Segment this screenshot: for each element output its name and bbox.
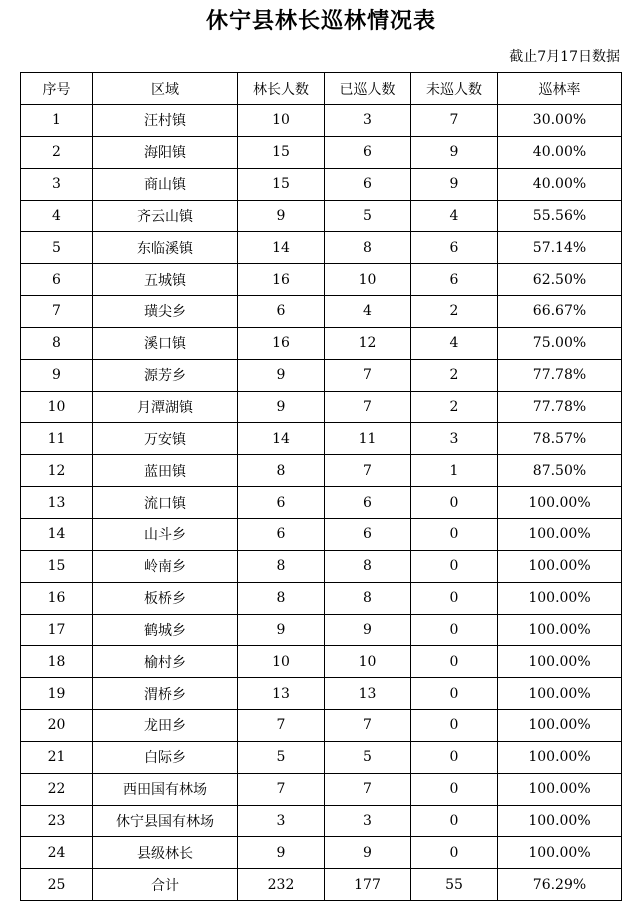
cell-chief-count: 5 [238, 741, 325, 773]
cell-chief-count: 9 [238, 200, 325, 232]
cell-unpatrolled-count: 55 [411, 869, 498, 901]
cell-patrol-rate: 100.00% [498, 678, 622, 710]
cell-patrol-rate: 100.00% [498, 805, 622, 837]
cell-area: 西田国有林场 [93, 773, 238, 805]
header-patrolled-count: 已巡人数 [325, 73, 411, 105]
cell-unpatrolled-count: 4 [411, 327, 498, 359]
cell-area: 蓝田镇 [93, 455, 238, 487]
cell-area: 白际乡 [93, 741, 238, 773]
cell-index: 10 [21, 391, 93, 423]
cell-index: 12 [21, 455, 93, 487]
cell-index: 2 [21, 136, 93, 168]
cell-chief-count: 9 [238, 359, 325, 391]
table-row [21, 582, 622, 614]
cell-chief-count: 6 [238, 296, 325, 328]
total-row [21, 869, 622, 901]
cell-patrolled-count: 177 [325, 869, 411, 901]
cell-patrol-rate: 100.00% [498, 773, 622, 805]
cell-chief-count: 6 [238, 518, 325, 550]
cell-area: 龙田乡 [93, 710, 238, 742]
cell-area: 齐云山镇 [93, 200, 238, 232]
table-row [21, 232, 622, 264]
cell-unpatrolled-count: 3 [411, 423, 498, 455]
header-index: 序号 [21, 73, 93, 105]
table-row [21, 455, 622, 487]
cell-chief-count: 232 [238, 869, 325, 901]
cell-unpatrolled-count: 0 [411, 614, 498, 646]
table-row [21, 773, 622, 805]
cell-index: 6 [21, 264, 93, 296]
table-row [21, 837, 622, 869]
cell-chief-count: 14 [238, 232, 325, 264]
header-patrol-rate: 巡林率 [498, 73, 622, 105]
cell-patrol-rate: 100.00% [498, 741, 622, 773]
cell-area: 休宁县国有林场 [93, 805, 238, 837]
cell-patrol-rate: 100.00% [498, 518, 622, 550]
cell-chief-count: 3 [238, 805, 325, 837]
cell-chief-count: 10 [238, 646, 325, 678]
cell-index: 13 [21, 487, 93, 519]
cell-area: 流口镇 [93, 487, 238, 519]
cell-patrolled-count: 4 [325, 296, 411, 328]
cell-patrol-rate: 100.00% [498, 646, 622, 678]
cell-index: 1 [21, 105, 93, 137]
header-area: 区域 [93, 73, 238, 105]
cell-unpatrolled-count: 6 [411, 232, 498, 264]
cell-patrolled-count: 6 [325, 168, 411, 200]
table-row [21, 359, 622, 391]
cell-chief-count: 16 [238, 327, 325, 359]
cell-patrol-rate: 57.14% [498, 232, 622, 264]
cell-area: 县级林长 [93, 837, 238, 869]
cell-chief-count: 9 [238, 837, 325, 869]
table-row [21, 710, 622, 742]
cell-area: 岭南乡 [93, 550, 238, 582]
cell-unpatrolled-count: 0 [411, 646, 498, 678]
cell-patrol-rate: 100.00% [498, 614, 622, 646]
cell-patrol-rate: 100.00% [498, 487, 622, 519]
table-row [21, 805, 622, 837]
table-row [21, 741, 622, 773]
table-row [21, 646, 622, 678]
cell-index: 22 [21, 773, 93, 805]
cell-unpatrolled-count: 0 [411, 678, 498, 710]
table-row [21, 518, 622, 550]
cell-chief-count: 8 [238, 455, 325, 487]
cell-index: 7 [21, 296, 93, 328]
cell-patrolled-count: 7 [325, 455, 411, 487]
table-row [21, 200, 622, 232]
table-row [21, 423, 622, 455]
cell-patrol-rate: 40.00% [498, 168, 622, 200]
table-row [21, 168, 622, 200]
cell-unpatrolled-count: 0 [411, 837, 498, 869]
cell-patrolled-count: 11 [325, 423, 411, 455]
cell-unpatrolled-count: 9 [411, 168, 498, 200]
cell-unpatrolled-count: 7 [411, 105, 498, 137]
cell-chief-count: 15 [238, 168, 325, 200]
cell-chief-count: 7 [238, 710, 325, 742]
cell-area: 渭桥乡 [93, 678, 238, 710]
cell-patrolled-count: 3 [325, 105, 411, 137]
cell-index: 17 [21, 614, 93, 646]
cell-patrolled-count: 3 [325, 805, 411, 837]
cell-area: 璜尖乡 [93, 296, 238, 328]
cell-patrolled-count: 7 [325, 710, 411, 742]
cell-index: 20 [21, 710, 93, 742]
cell-unpatrolled-count: 2 [411, 296, 498, 328]
cell-index: 23 [21, 805, 93, 837]
cell-index: 14 [21, 518, 93, 550]
cell-unpatrolled-count: 0 [411, 550, 498, 582]
patrol-table [20, 72, 622, 901]
table-row [21, 678, 622, 710]
cell-chief-count: 8 [238, 550, 325, 582]
table-row [21, 105, 622, 137]
cell-unpatrolled-count: 0 [411, 805, 498, 837]
cell-index: 11 [21, 423, 93, 455]
cell-patrol-rate: 87.50% [498, 455, 622, 487]
cell-chief-count: 7 [238, 773, 325, 805]
table-row [21, 327, 622, 359]
cell-chief-count: 14 [238, 423, 325, 455]
cell-patrol-rate: 77.78% [498, 359, 622, 391]
cell-area: 榆村乡 [93, 646, 238, 678]
cell-index: 9 [21, 359, 93, 391]
cell-unpatrolled-count: 6 [411, 264, 498, 296]
table-header [21, 73, 622, 105]
cell-chief-count: 16 [238, 264, 325, 296]
cell-index: 19 [21, 678, 93, 710]
cell-patrol-rate: 40.00% [498, 136, 622, 168]
cell-area: 商山镇 [93, 168, 238, 200]
cell-patrol-rate: 100.00% [498, 550, 622, 582]
cell-area: 汪村镇 [93, 105, 238, 137]
cell-area: 溪口镇 [93, 327, 238, 359]
cell-area: 东临溪镇 [93, 232, 238, 264]
cell-patrolled-count: 9 [325, 837, 411, 869]
cell-unpatrolled-count: 0 [411, 710, 498, 742]
cell-patrolled-count: 5 [325, 741, 411, 773]
cell-index: 4 [21, 200, 93, 232]
cell-unpatrolled-count: 0 [411, 582, 498, 614]
page-title: 休宁县林长巡林情况表 [205, 8, 436, 34]
cell-index: 25 [21, 869, 93, 901]
cell-chief-count: 9 [238, 391, 325, 423]
cell-patrolled-count: 10 [325, 264, 411, 296]
cell-patrolled-count: 13 [325, 678, 411, 710]
table-row [21, 296, 622, 328]
cell-patrol-rate: 100.00% [498, 710, 622, 742]
cell-unpatrolled-count: 2 [411, 359, 498, 391]
cell-chief-count: 8 [238, 582, 325, 614]
cell-chief-count: 13 [238, 678, 325, 710]
header-row [21, 73, 622, 105]
table-row [21, 264, 622, 296]
cell-patrol-rate: 77.78% [498, 391, 622, 423]
cell-area: 山斗乡 [93, 518, 238, 550]
cell-unpatrolled-count: 2 [411, 391, 498, 423]
cell-patrolled-count: 7 [325, 773, 411, 805]
cell-patrol-rate: 100.00% [498, 837, 622, 869]
cell-patrolled-count: 7 [325, 391, 411, 423]
cell-area: 板桥乡 [93, 582, 238, 614]
cell-unpatrolled-count: 9 [411, 136, 498, 168]
cell-patrol-rate: 55.56% [498, 200, 622, 232]
cell-patrol-rate: 66.67% [498, 296, 622, 328]
cell-index: 24 [21, 837, 93, 869]
cell-area: 合计 [93, 869, 238, 901]
cell-chief-count: 9 [238, 614, 325, 646]
cell-unpatrolled-count: 0 [411, 518, 498, 550]
cell-index: 8 [21, 327, 93, 359]
cell-area: 万安镇 [93, 423, 238, 455]
table-row [21, 550, 622, 582]
cell-index: 15 [21, 550, 93, 582]
cell-patrolled-count: 7 [325, 359, 411, 391]
cell-unpatrolled-count: 1 [411, 455, 498, 487]
header-chief-count: 林长人数 [238, 73, 325, 105]
cell-patrolled-count: 6 [325, 136, 411, 168]
table-row [21, 614, 622, 646]
table-row [21, 487, 622, 519]
cell-unpatrolled-count: 4 [411, 200, 498, 232]
cell-patrol-rate: 100.00% [498, 582, 622, 614]
cell-index: 18 [21, 646, 93, 678]
cell-area: 鹤城乡 [93, 614, 238, 646]
cell-patrol-rate: 76.29% [498, 869, 622, 901]
data-date-note: 截止7月17日数据 [509, 49, 620, 65]
cell-chief-count: 10 [238, 105, 325, 137]
cell-patrol-rate: 75.00% [498, 327, 622, 359]
table-row [21, 136, 622, 168]
header-unpatrolled-count: 未巡人数 [411, 73, 498, 105]
cell-patrolled-count: 10 [325, 646, 411, 678]
cell-unpatrolled-count: 0 [411, 773, 498, 805]
cell-index: 3 [21, 168, 93, 200]
cell-patrolled-count: 5 [325, 200, 411, 232]
cell-chief-count: 6 [238, 487, 325, 519]
cell-patrol-rate: 62.50% [498, 264, 622, 296]
cell-area: 月潭湖镇 [93, 391, 238, 423]
cell-patrolled-count: 6 [325, 518, 411, 550]
cell-unpatrolled-count: 0 [411, 741, 498, 773]
cell-index: 5 [21, 232, 93, 264]
table-body [21, 105, 622, 901]
table-row [21, 391, 622, 423]
cell-unpatrolled-count: 0 [411, 487, 498, 519]
cell-area: 海阳镇 [93, 136, 238, 168]
cell-area: 源芳乡 [93, 359, 238, 391]
cell-patrolled-count: 8 [325, 582, 411, 614]
cell-chief-count: 15 [238, 136, 325, 168]
cell-patrol-rate: 30.00% [498, 105, 622, 137]
cell-patrolled-count: 6 [325, 487, 411, 519]
cell-patrolled-count: 12 [325, 327, 411, 359]
cell-patrolled-count: 8 [325, 550, 411, 582]
cell-index: 21 [21, 741, 93, 773]
cell-patrol-rate: 78.57% [498, 423, 622, 455]
cell-patrolled-count: 9 [325, 614, 411, 646]
cell-area: 五城镇 [93, 264, 238, 296]
cell-index: 16 [21, 582, 93, 614]
cell-patrolled-count: 8 [325, 232, 411, 264]
